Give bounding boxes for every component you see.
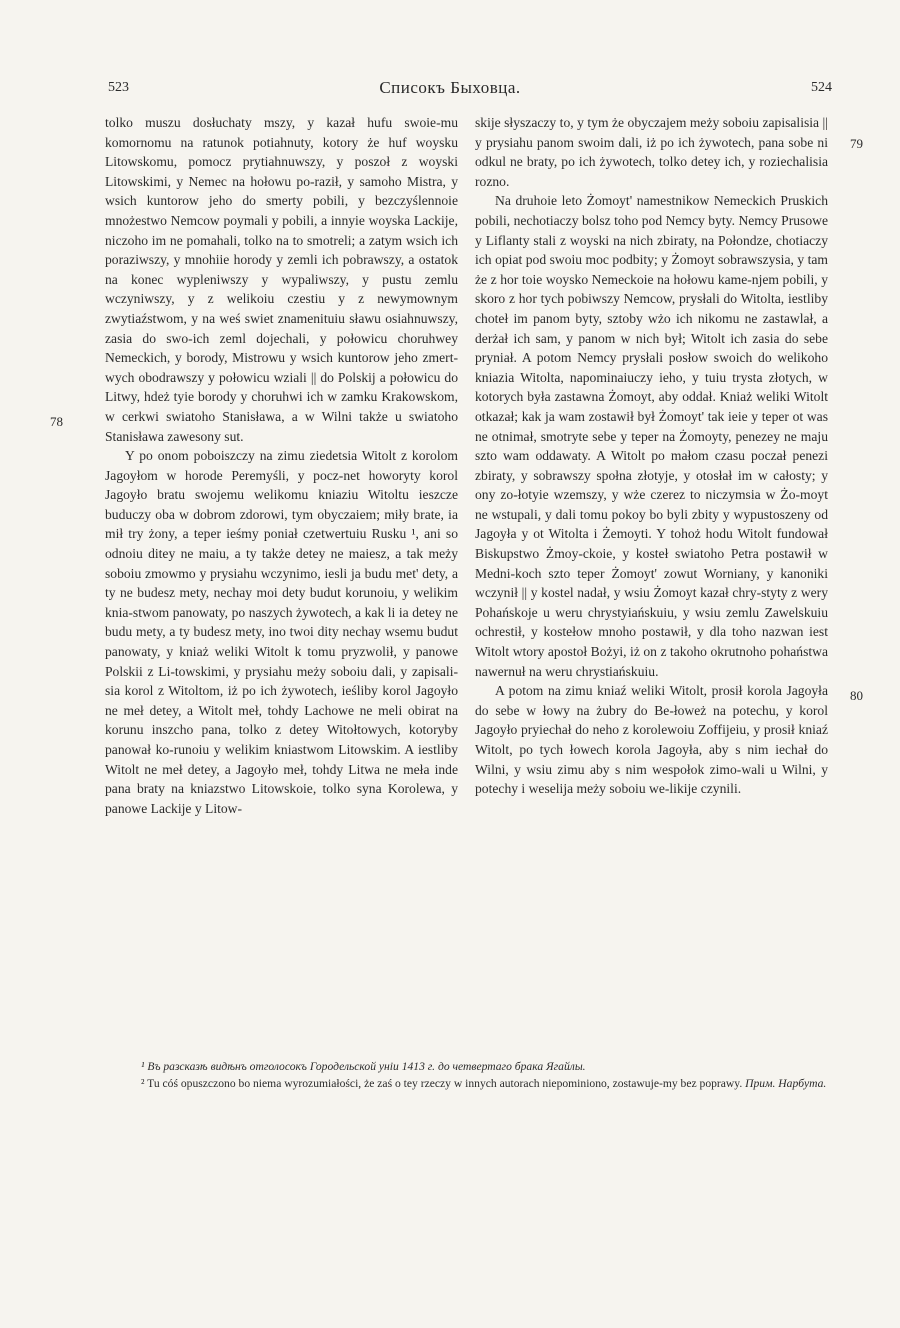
paragraph: tolko muszu dosłuchaty mszy, y kazał hufu swoie-mu komornomu na ratunok potiahnuty, kotory że huf woysku Litowskomu, pomocz prytiahnuwszy, y poszoł z woyski Litowskimi, y Nemec na hołowu po-raził, y samoho Mistra, y wsich kuntorow jeho do smerty pobili, y bezczyślennoie mnożestwo Nemcow poymali y pobili, a innyie woyska Lackije, niczoho im ne pomahali, tolko na to smotreli; a zatym wsich ich poraziwszy, y mnohiie horody y zemli ich pobrawszy, a ostatok na konec wypleniwszy y wypaliwszy, y pustu zemlu wczyniwszy, y z welikoiu czestiu y z newymownym zwytiaźstwom, y na weś swiet znamenituiu sławu osiahnuwszy, zasia do swo-ich zeml dojechali, y połowicu choruhwey Nemeckich, y borody, Mistrowu y wsich kuntorow jeho zmert-wych obodrawszy y połowicu wziali || do Polskij a połowicu do Litwy, hdeż tyie borody y choruhwi ich w zamku Krakowskom, w cerkwi swiatoho Stanisława, a w Wilni także u swiatoho Stanisława zawesony sut. — [105, 115, 458, 444]
paragraph: skije słyszaczy to, y tym że obyczajem meży soboiu zapisalisia || y prysiahu panom swoim dali, iż po ich żywotech, pana sobe ni odkul ne braty, po ich żywotech, tolko detey ich, y roziechalisia rozno. — [475, 115, 828, 189]
margin-number-78: 78 — [50, 414, 63, 429]
page-number-left: 523 — [108, 80, 129, 95]
right-column — [475, 113, 828, 799]
margin-number-80: 80 — [850, 688, 863, 703]
footnote-2-attribution: Прим. Нарбута. — [745, 1077, 827, 1090]
page-header — [0, 80, 900, 100]
footnotes — [105, 1058, 835, 1092]
left-column — [105, 113, 458, 818]
footnote-2-text: ² Tu cóś opuszczono bo niema wyrozumiałości, że zaś o tey rzeczy w innych autorach niepominiono, zostawuje-my bez poprawy. — [141, 1077, 746, 1090]
running-title: Списокъ Быховца. — [379, 78, 521, 97]
paragraph: A potom na zimu kniaź weliki Witolt, prosił korola Jagoyła do sebe w łowy na żubry do Be-łoweż na potechu, y korol Jagoyło pryiechał do neho z korolewoiu Zoffijeiu, y prosił kniaź Witolt, po tych łowech korola Jagoyła, aby s nim iechał do Wilni, y wsiu zimu aby s nim wespołok zimo-wali u Wilni, y potechy i weselija meży soboiu we-likije czynili. — [475, 683, 828, 797]
paragraph: Y po onom poboiszczy na zimu ziedetsia Witolt z korolom Jagoyłom w horode Peremyśli, y pocz-net howoryty korol Jagoyło bratu swojemu welikomu kniaziu Witoltu ieszcze buduczy oba w dobrom zdorowi, tym obyczaiem; miły brate, ia mił try żony, a teper ieśmy poniał czetwertuiu Rusku ¹, ani so odnoiu ditey ne maiu, a ty także detey ne maiesz, a tak meży soboiu zmowmo y prysiahu wczynimo, iesli ja budu met' dety, a ty ne budesz mety, nechay moi dety budut korunoiu, y welikim knia-stwom panowaty, po naszych żywotech, a kak li ia detey ne budu mety, a ty budesz mety, ino twoi dity nechay wsemu budut panowaty, y kniaż weliki Witolt k tomu pryzwolił, y panowe Polskii z Li-towskimi, y prysiahu meży soboiu dali, y zapisali-sia korol z Witoltom, iż po ich żywotech, ieśliby korol Jagoyło ne meł detey, a Witolt meł, tohdy Lachowe ne meli obirat na korunu inszcho pana, tolko z detey Witołtowych, kotoryby panował ko-runoiu y welikim kniastwom Litowskim. A iestliby Witolt ne meł detey, a Jagoyło meł, tohdy Litwa ne meła inde pana braty na kniazstwo Litowskoie, tolko syna Korolewa, y panowe Lackije y Litow- — [105, 448, 458, 816]
page-number-right: 524 — [811, 80, 832, 95]
paragraph: Na druhoie leto Żomoyt' namestnikow Nemeckich Pruskich pobili, nechotiaczy bolsz toho pod Nemcy byty. Nemcy Prusowe y Liflanty stali z woyski na nich zbiraty, na Połondze, chotiaczy ich opiat pod swoiu moc podbity; y Żomoyt sobrawszysia, y tam że z hor toie woysko Nemeckoie na hołowu kame-njem pobili, y skoro z hor tych pobiwszy Nemcow, prysłali do Witolta, iestliby choteł im panom byty, sztoby wżo ich nikomu ne zastawlał, a derżał ich sam, y panom w nich był; Witolt ich zasia do sebe pryniał. A potom Nemcy prysłali posłow swoich do welikoho kniazia Witolta, napominaiuczy ieho, y tuiu trysta złotych, w kotorych była zastawna Żomoyt, aby oddał. Kniaż weliki Witolt otkazał; kak ja wam zostawił był Żomoyt' tak ieie y teper ot was ne otnimał, smotryte sebe y teper na Żomoyty, penezey ne maju szto wam oddawaty. A Witolt po małom czasu poczał penezi zbiraty, y sobrawszy społna złotyje, y otosłał im w całosty; y ony zo-łotyie wzemszy, y wże czerez to niczymsia w Żo-moyt ne wstupali, y dali tomu pokoy bo byli zbity y wypustoszeny od Jagoyła y ot Witolta i Żemoyti. Y tohoż hodu Witolt fundował Biskupstwo Żmoy-ckoie, y kosteł swiatoho Petra postawił w Medni-koch szto teper Żomoyt' zowut Worniany, y kanoniki wczynił || y kostel nadał, y wsiu Żomoyt kazał chry-styty z wery Pohańskoje u weru chrystyiańskuiu, y wsiu zemlu Zawelskuiu ochrestił, y kostełow mnoho postawił, y dla toho nazwan iest Witolt wtory apostoł Bożyi, iż on z takoho okrutnoho pohaństwa nawernuł na weru chrystiańskuiu. — [475, 193, 828, 679]
margin-number-79: 79 — [850, 136, 863, 151]
footnote-1: ¹ Въ разсказѣ видѣнъ отголосокъ Городельской уніи 1413 г. до четвертаго брака Ягайлы. — [141, 1060, 586, 1073]
footnote-2 — [105, 1075, 835, 1092]
